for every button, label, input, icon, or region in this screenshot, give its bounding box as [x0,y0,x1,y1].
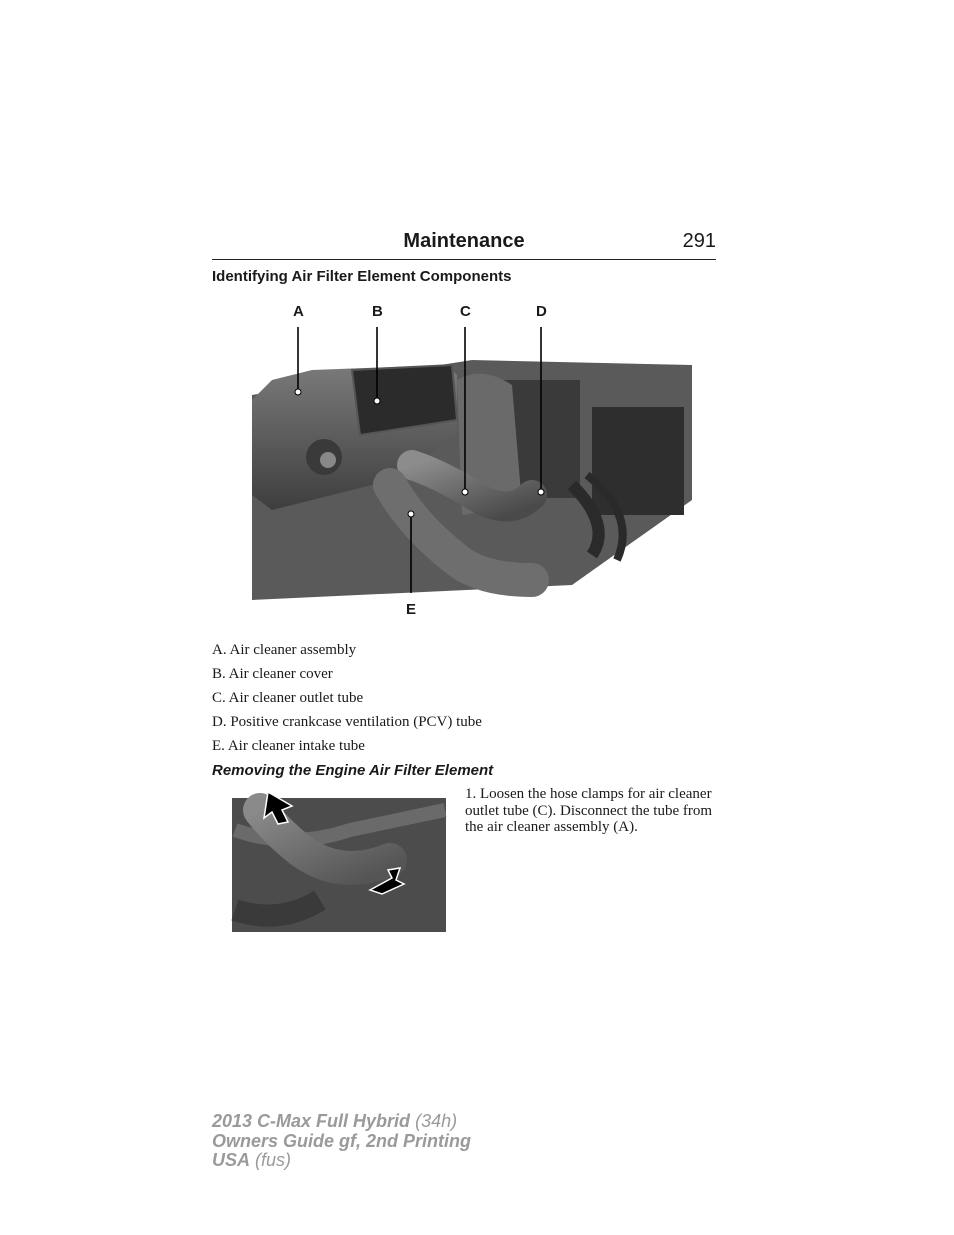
engine-diagram [242,325,697,600]
removal-title: Removing the Engine Air Filter Element [212,762,494,779]
page-header [212,228,716,260]
footer-model: 2013 C-Max Full Hybrid [212,1111,411,1131]
callout-c: C [460,303,471,320]
callout-e: E [406,601,417,618]
step-1-text: 1. Loosen the hose clamps for air cleaner outlet tube (C). Disconnect the tube from the air cleaner assembly (A). [465,786,713,835]
callout-a: A [293,303,304,320]
callout-b: B [372,303,383,320]
footer-model-code: (34h) [415,1111,458,1131]
footer-market: USA [212,1150,251,1170]
footer-guide: Owners Guide gf, 2nd Printing [212,1130,472,1151]
hose-clamp-illustration [230,790,448,935]
section-title: Identifying Air Filter Element Components [212,268,512,285]
component-legend [212,638,482,758]
chapter-title: Maintenance [403,230,525,252]
page-number: 291 [682,230,716,252]
legend-item-d: D. Positive crankcase ventilation (PCV) tube [212,714,482,730]
oil-cap-center [320,452,336,468]
callout-d: D [536,303,547,320]
legend-item-b: B. Air cleaner cover [212,666,333,682]
legend-item-e: E. Air cleaner intake tube [212,738,365,754]
footer-market-code: (fus) [255,1150,292,1170]
footer [212,1112,471,1171]
legend-item-a: A. Air cleaner assembly [212,642,357,658]
legend-item-c: C. Air cleaner outlet tube [212,690,364,706]
